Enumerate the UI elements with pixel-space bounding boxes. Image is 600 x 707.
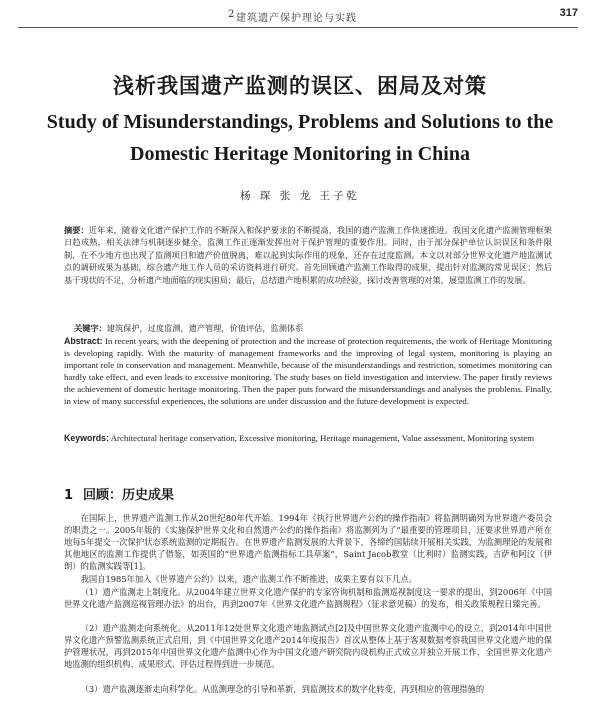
- abstract-english-label: Abstract:: [64, 336, 103, 346]
- running-head-label: 建筑遗产保护理论与实践: [236, 13, 357, 24]
- abstract-chinese: [64, 224, 552, 286]
- keywords-chinese: [74, 322, 552, 334]
- body-paragraph: 在国际上，世界遗产监测工作从20世纪80年代开始。1994年《执行世界遗产公约的操作指南》将监测明确列为世界遗产委员会的职责之一。2005年版的《实施保护世界文化和自然遗产公约的操作指南》将监测列为了“最重要的管理项目，还要求世界遗产所在地每5年提交一次保护状态系统监测的定期报告。在世界遗产监测发展的大背景下，各缔约国陆续开展相关实践，为监测理论的发展和其他地区的监测工作提供了借鉴，如英国的“世界遗产监测指标工具草案”，Saint Jacob教堂（比利时）监测实践，吉萨和阿汶（伊朗）的监测实践等[1]。: [64, 513, 552, 572]
- header-rule: [18, 27, 578, 28]
- keywords-chinese-text: 建筑保护，过度监测，遗产管理，价值评估，监测体系: [106, 323, 304, 333]
- body-paragraph: （3）遗产监测逐渐走向科学化。从监测理念的引导和革新，到监测技术的数字化转变，再到相应的管理措施的: [80, 684, 485, 694]
- body-paragraph: （2）遗产监测走向系统化。从2011年12处世界文化遗产地监测试点[2]及中国世界文化遗产监测中心的设立，到2014年中国世界文化遗产预警监测系统正式启用，到《中国世界文化遗产2014年度报告》首次从整体上基于客观数据考察我国世界文化遗产地的保护管理状况，再到2015年中国世界文化遗产监测中心作为中国文化遗产研究院内设机构正式成立并独立开展工作，全国世界文化遗产地监测的组织机构、成果形式、评估过程得到进一步规范。: [64, 623, 552, 670]
- abstract-chinese-text: 近年来，随着文化遗产保护工作的不断深入和保护要求的不断提高，我国的遗产监测工作快速推进。我国文化遗产监测管理框架日趋成熟，相关法律与机制逐步健全，监测工作正逐渐发挥出对于保护管理的重要作用。同时，由于部分保护单位认识误区和条件限制，在不少地方也出现了监测项目和遗产价值脱离，难以起到实际作用的现象，还存在过度监测。本文以对部分世界文化遗产地监测试点的调研成果为基础，综合遗产地工作人员的采访资料进行研究。首先回顾遗产监测工作取得的成果，提出针对监测的常见误区；然后基于现状的不足，分析遗产地面临的现实困局；最后，总结遗产地积累的成功经验，探讨改善管理的对策，展望监测工作的发展。: [64, 225, 552, 285]
- authors: 杨 琛 张 龙 王子乾: [240, 190, 360, 202]
- keywords-chinese-label: 关键字：: [74, 323, 107, 333]
- keywords-english-text: Architectural heritage conservation, Excessive monitoring, Heritage management, Value assessment, Monitoring system: [110, 433, 535, 443]
- keywords-english: [64, 432, 552, 444]
- section-title: 回顾：历史成果: [83, 488, 175, 503]
- abstract-english: [64, 335, 552, 408]
- body-paragraph: 我国自1985年加入《世界遗产公约》以来，遗产监测工作不断推进，成果主要有以下几点。: [80, 574, 417, 584]
- running-head-chapter-number: 2: [228, 9, 235, 20]
- page-number: 317: [559, 7, 578, 19]
- title-chinese: 浅析我国遗产监测的误区、困局及对策: [113, 74, 487, 98]
- body-paragraph: （1）遗产监测走上制度化。从2004年建立世界文化遗产保护的专家咨询机制和监测巡视制度这一要求的提出，到2006年《中国世界文化遗产监测巡视管理办法》的出台，再到2007年《世界文化遗产监测规程》（征求意见稿）的发布，相关政策规程日臻完善。: [64, 587, 552, 610]
- abstract-english-text: In recent years, with the deepening of protection and the increase of protection requirements, the work of Heritage Monitoring is developing rapidly. With the maturity of management frameworks and the improving of legal system, monitoring is playing an important role in conservation and management. Meanwhile, because of the misunderstandings and restriction, sometimes monitoring can hardly take effect, and even leads to excessive monitoring. The study bases on field investigation and interview. The paper firstly reviews the achievement of domestic heritage monitoring. Then the paper puts forward the misunderstandings and analyses the problems. Finally, in view of many successful experiences, the solutions are under discussion and the future development is expected.: [64, 336, 552, 407]
- title-english: Study of Misunderstandings, Problems and Solutions to the Domestic Heritage Monitoring in China: [46, 111, 554, 165]
- running-head: [0, 9, 600, 27]
- abstract-chinese-label: 摘要：: [64, 225, 89, 235]
- keywords-english-label: Keywords:: [64, 433, 109, 443]
- section-heading: [64, 484, 174, 503]
- section-number: 1: [64, 488, 74, 503]
